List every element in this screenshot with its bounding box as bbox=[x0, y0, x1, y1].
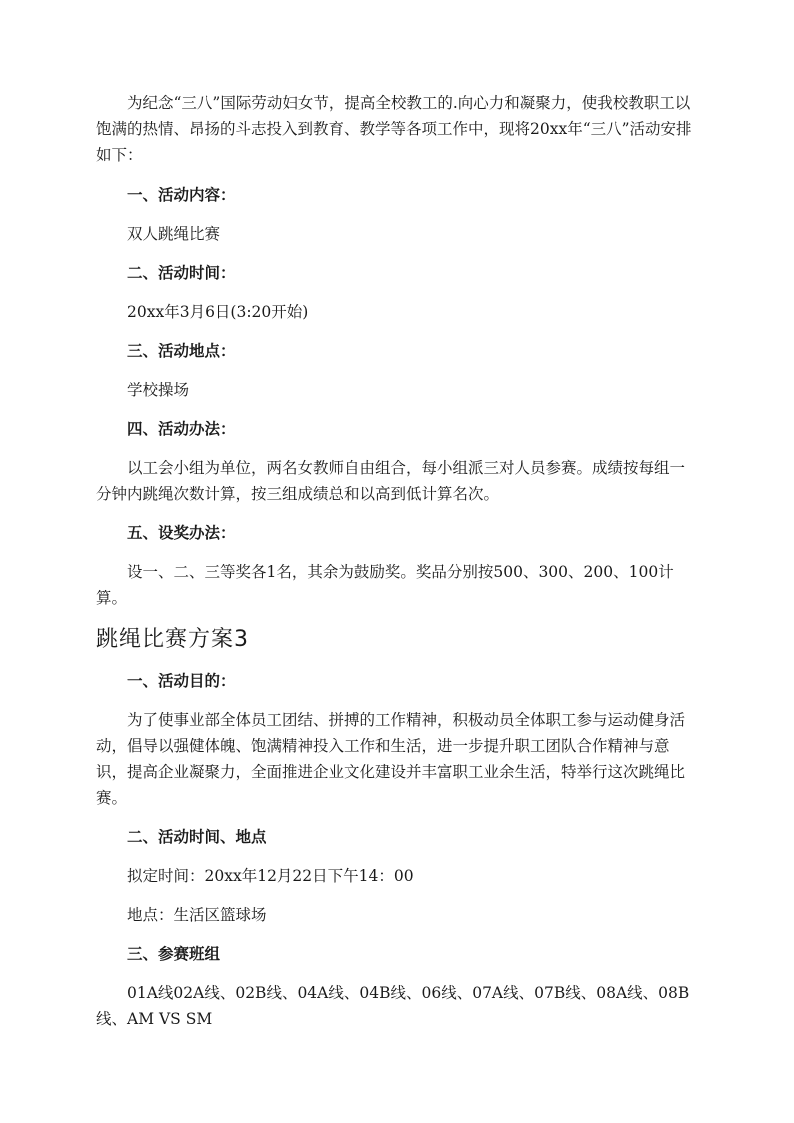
section-title: 跳绳比赛方案3 bbox=[96, 627, 249, 652]
teams-text: 01A线02A线、02B线、04A线、04B线、06线、07A线、07B线、08A线、08B线、AM VS SM bbox=[96, 984, 690, 1028]
activity-purpose-text: 为了使事业部全体员工团结、拼搏的工作精神，积极动员全体职工参与运动健身活动，倡导以强健体魄、饱满精神投入工作和生活，进一步提升职工团队合作精神与意识，提高企业凝聚力，全面推进企业文化建设并丰富职工业余生活，特举行这次跳绳比赛。 bbox=[96, 711, 686, 807]
activity-method-text: 以工会小组为单位，两名女教师自由组合，每小组派三对人员参赛。成绩按每组一分钟内跳绳次数计算，按三组成绩总和以高到低计算名次。 bbox=[96, 459, 686, 503]
heading-activity-method: 四、活动办法： bbox=[127, 420, 236, 438]
heading-activity-time: 二、活动时间： bbox=[127, 264, 236, 282]
award-method-text: 设一、二、三等奖各1名，其余为鼓励奖。奖品分别按500、300、200、100计算。 bbox=[96, 563, 674, 607]
heading-time-location: 二、活动时间、地点 bbox=[127, 828, 267, 846]
activity-time-text: 20xx年3月6日(3:20开始) bbox=[127, 303, 309, 321]
activity-content-text: 双人跳绳比赛 bbox=[127, 225, 221, 243]
activity-location-text: 学校操场 bbox=[127, 381, 190, 399]
heading-activity-location: 三、活动地点： bbox=[127, 342, 236, 360]
heading-activity-content: 一、活动内容： bbox=[127, 186, 236, 204]
location-text: 地点：生活区篮球场 bbox=[127, 906, 267, 924]
heading-award-method: 五、设奖办法： bbox=[127, 524, 236, 542]
heading-teams: 三、参赛班组 bbox=[127, 945, 221, 963]
planned-time-text: 拟定时间：20xx年12月22日下午14：00 bbox=[127, 867, 414, 885]
document-page bbox=[96, 90, 696, 1032]
intro-paragraph: 为纪念“三八”国际劳动妇女节，提高全校教工的.向心力和凝聚力，使我校教职工以饱满的热情、昂扬的斗志投入到教育、教学等各项工作中，现将20xx年“三八”活动安排如下： bbox=[96, 94, 692, 164]
heading-activity-purpose: 一、活动目的： bbox=[127, 672, 236, 690]
